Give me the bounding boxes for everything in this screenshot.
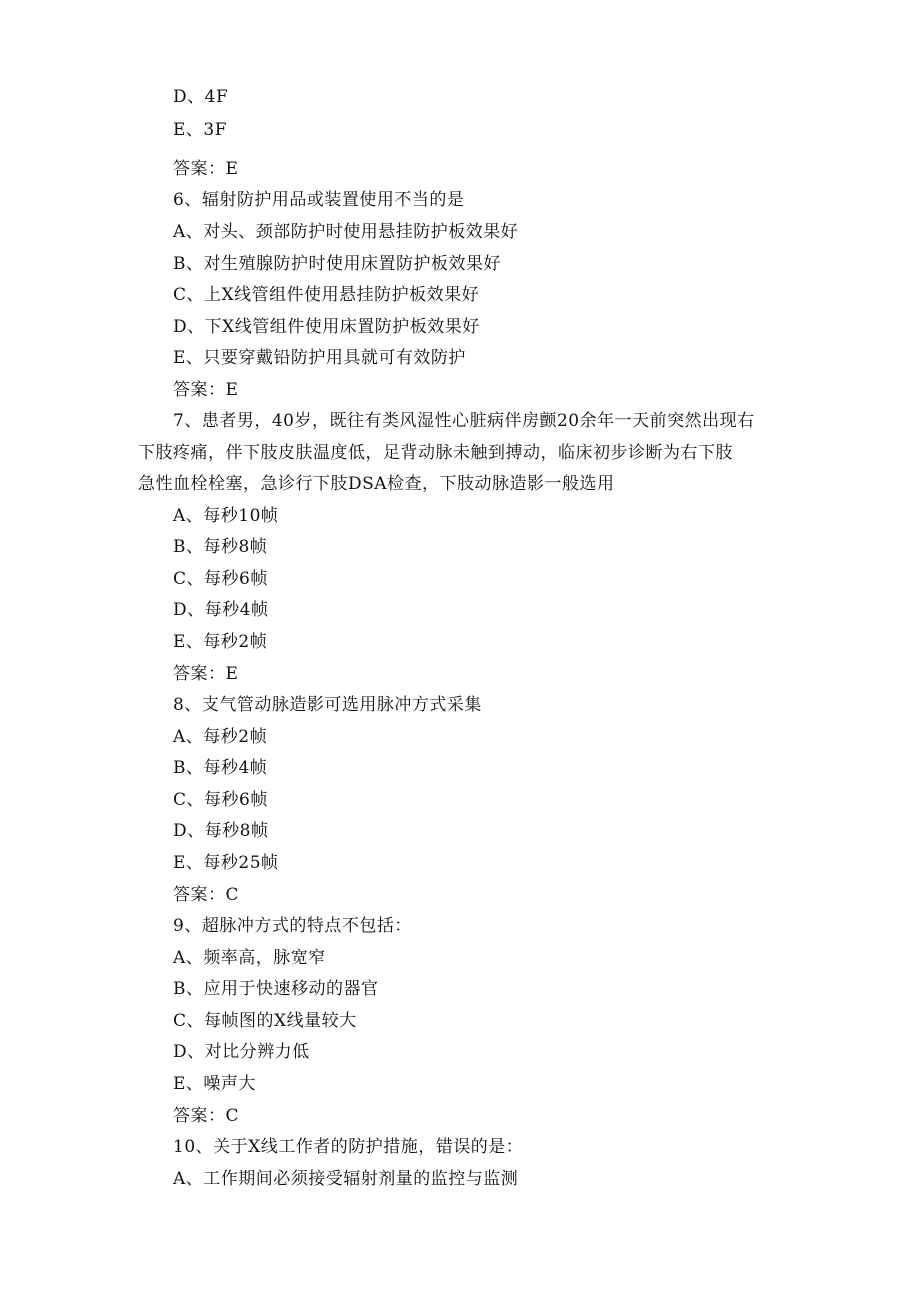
q6-option-e: E、只要穿戴铅防护用具就可有效防护 xyxy=(173,348,466,368)
q7-stem-line-2: 下肢疼痛，伴下肢皮肤温度低，足背动脉未触到搏动，临床初步诊断为右下肢 xyxy=(138,443,733,463)
q9-stem: 9、超脉冲方式的特点不包括： xyxy=(173,916,412,936)
q8-option-c: C、每秒6帧 xyxy=(173,790,268,810)
q10-stem: 10、关于X线工作者的防护措施，错误的是： xyxy=(173,1137,524,1157)
q7-option-a: A、每秒10帧 xyxy=(173,506,279,526)
q8-answer: 答案：C xyxy=(173,885,240,905)
q7-option-d: D、每秒4帧 xyxy=(173,600,269,620)
q10-option-a: A、工作期间必须接受辐射剂量的监控与监测 xyxy=(173,1169,519,1189)
q8-option-b: B、每秒4帧 xyxy=(173,758,268,778)
q7-option-e: E、每秒2帧 xyxy=(173,632,268,652)
q8-option-e: E、每秒25帧 xyxy=(173,853,279,873)
q9-option-a: A、频率高，脉宽窄 xyxy=(173,948,326,968)
q6-option-a: A、对头、颈部防护时使用悬挂防护板效果好 xyxy=(173,222,519,242)
q8-stem: 8、支气管动脉造影可选用脉冲方式采集 xyxy=(173,695,482,715)
q6-option-b: B、对生殖腺防护时使用床置防护板效果好 xyxy=(173,254,501,274)
q7-answer: 答案：E xyxy=(173,664,239,684)
q5-option-e: E、3F xyxy=(173,120,228,140)
q7-option-c: C、每秒6帧 xyxy=(173,569,268,589)
q5-answer: 答案：E xyxy=(173,159,239,179)
q5-option-d: D、4F xyxy=(173,87,229,107)
q9-option-b: B、应用于快速移动的器官 xyxy=(173,979,379,999)
q7-stem-line-3: 急性血栓栓塞，急诊行下肢DSA检查，下肢动脉造影一般选用 xyxy=(138,474,615,494)
q9-answer: 答案：C xyxy=(173,1106,240,1126)
q9-option-e: E、噪声大 xyxy=(173,1074,256,1094)
q8-option-a: A、每秒2帧 xyxy=(173,727,268,747)
q6-answer: 答案：E xyxy=(173,380,239,400)
q6-stem: 6、辐射防护用品或装置使用不当的是 xyxy=(173,190,465,210)
q9-option-d: D、对比分辨力低 xyxy=(173,1042,310,1062)
q9-option-c: C、每帧图的X线量较大 xyxy=(173,1011,357,1031)
q7-stem-line-1: 7、患者男，40岁，既往有类风湿性心脏病伴房颤20余年一天前突然出现右 xyxy=(173,411,755,431)
q8-option-d: D、每秒8帧 xyxy=(173,821,269,841)
q6-option-d: D、下X线管组件使用床置防护板效果好 xyxy=(173,317,480,337)
q6-option-c: C、上X线管组件使用悬挂防护板效果好 xyxy=(173,285,480,305)
q7-option-b: B、每秒8帧 xyxy=(173,537,268,557)
